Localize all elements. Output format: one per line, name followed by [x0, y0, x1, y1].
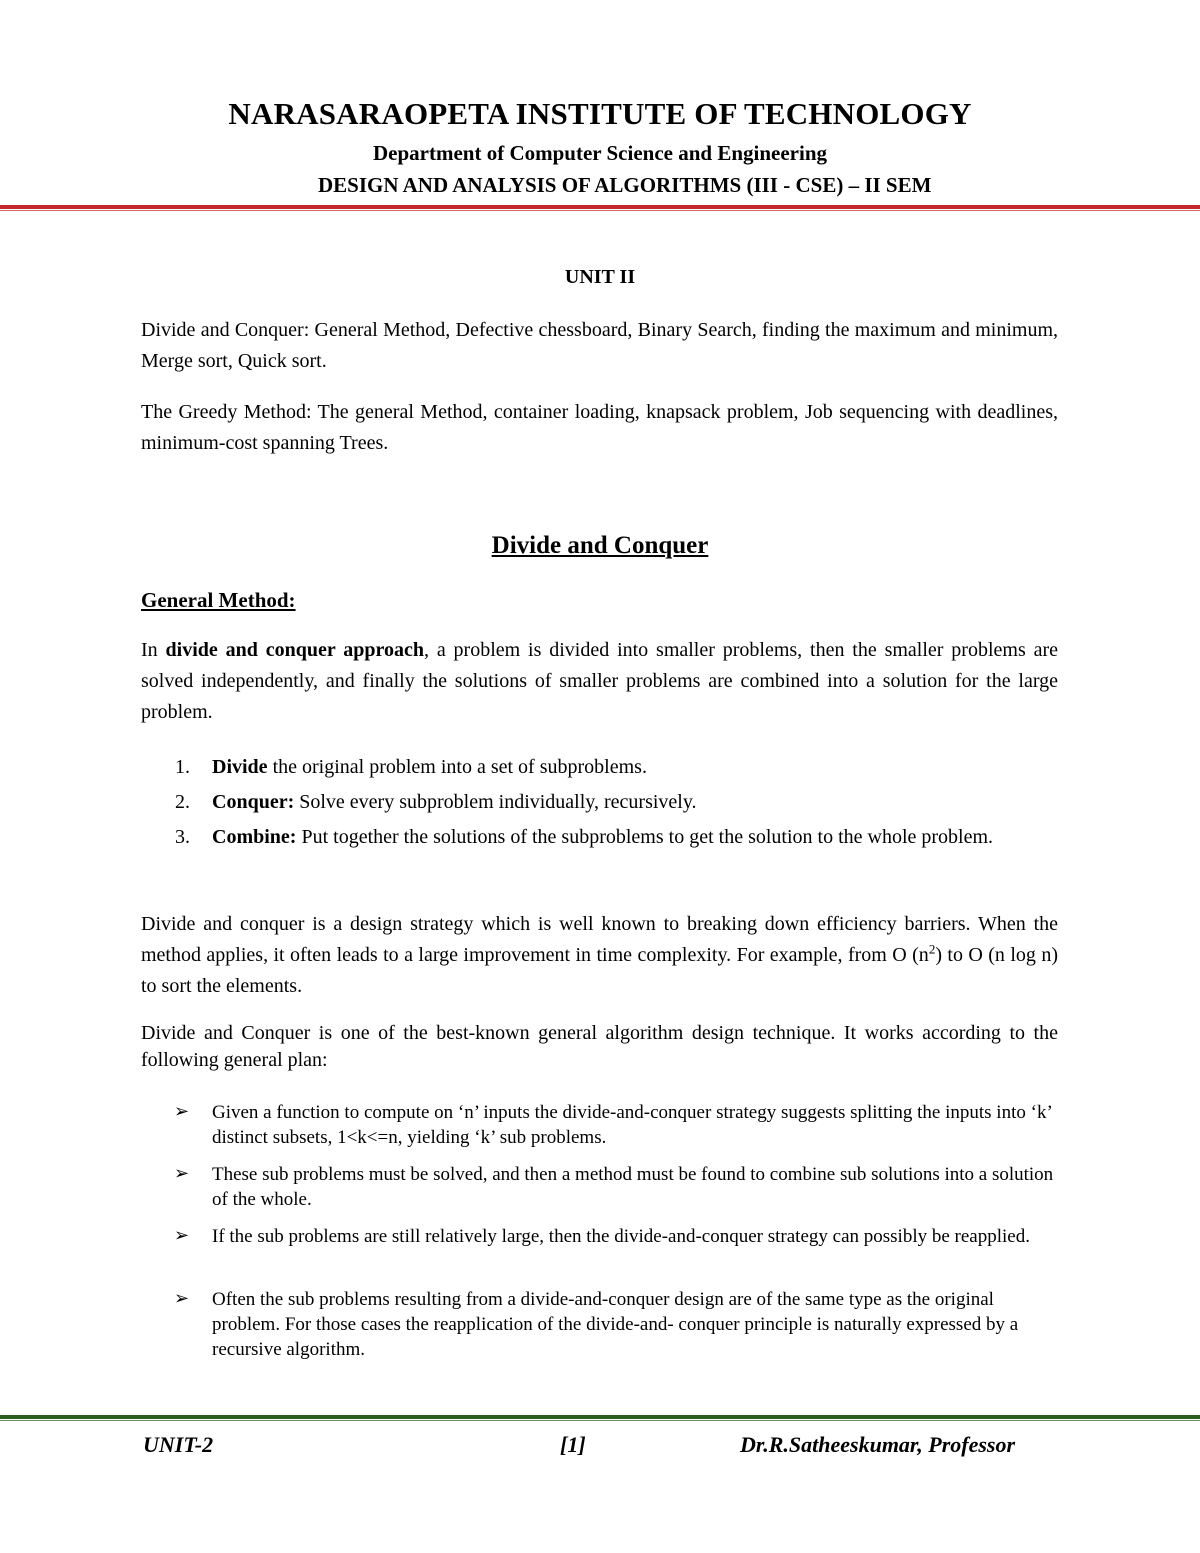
footer-author: Dr.R.Satheeskumar, Professor [740, 1432, 1016, 1457]
bullet-text: These sub problems must be solved, and then a method must be found to combine sub solutions into a solution of the whole. [212, 1164, 1054, 1210]
strategy-text-a: Divide and conquer is a design strategy which is well known to breaking down efficiency barriers. When the method applies, it often leads to a large improvement in time complexity. For example, from O (n [141, 913, 1058, 966]
arrow-bullet-icon: ➢ [174, 1163, 190, 1184]
strategy-text-b: ) to O (n log n) to sort the elements. [141, 944, 1058, 997]
bullet-text: If the sub problems are still relatively large, then the divide-and-conquer strategy can possibly be reapplied. [212, 1226, 1030, 1247]
course-title: DESIGN AND ANALYSIS OF ALGORITHMS (III - CSE) – II SEM [318, 173, 932, 197]
unit-title: UNIT II [564, 266, 636, 288]
plan-paragraph: Divide and Conquer is one of the best-known general algorithm design technique. It works according to the following general plan: [141, 1022, 1058, 1071]
footer-divider [0, 1415, 1200, 1419]
footer-unit: UNIT-2 [143, 1432, 214, 1457]
step-text: Put together the solutions of the subproblems to get the solution to the whole problem. [296, 826, 994, 848]
intro-rest: , a problem is divided into smaller problems, then the smaller problems are solved independently, and finally the solutions of smaller problems are combined into a solution for the large problem. [141, 639, 1059, 723]
step-number: 3. [175, 826, 190, 848]
syllabus-divide-conquer: Divide and Conquer: General Method, Defective chessboard, Binary Search, finding the maximum and minimum, Merge sort, Quick sort. [141, 319, 1058, 372]
step-number: 1. [175, 756, 190, 778]
general-method-heading: General Method: [141, 588, 296, 612]
footer-page-number: [1] [560, 1432, 586, 1457]
intro-prefix: In [141, 639, 158, 661]
general-method-intro [141, 635, 1058, 728]
step-keyword: Combine: [212, 826, 297, 848]
institute-name: NARASARAOPETA INSTITUTE OF TECHNOLOGY [228, 96, 972, 131]
bullet-text: Often the sub problems resulting from a divide-and-conquer design are of the same type as the original problem. For those cases the reapplication of the divide-and- conquer principle is naturally expressed by a recursive algorithm. [212, 1289, 1019, 1360]
arrow-bullet-icon: ➢ [174, 1225, 190, 1246]
section-title: Divide and Conquer [491, 532, 709, 559]
step-text: the original problem into a set of subproblems. [267, 756, 647, 778]
footer-divider-thin [0, 1420, 1200, 1421]
syllabus-greedy: The Greedy Method: The general Method, container loading, knapsack problem, Job sequencing with deadlines, minimum-cost spanning Trees. [141, 401, 1058, 454]
header-divider [0, 205, 1200, 209]
bullet-text: Given a function to compute on ‘n’ inputs the divide-and-conquer strategy suggests splitting the inputs into ‘k’ distinct subsets, 1<k<=n, yielding ‘k’ sub problems. [212, 1102, 1052, 1148]
step-keyword: Conquer: [212, 791, 295, 813]
step-number: 2. [175, 791, 190, 813]
strategy-paragraph [141, 909, 1058, 1002]
department-name: Department of Computer Science and Engineering [373, 141, 827, 165]
header-divider-thin [0, 210, 1200, 211]
arrow-bullet-icon: ➢ [174, 1288, 190, 1309]
step-keyword: Divide [212, 756, 268, 778]
superscript: 2 [928, 941, 936, 957]
arrow-bullet-icon: ➢ [174, 1101, 190, 1122]
intro-bold: divide and conquer approach [165, 639, 424, 661]
step-text: Solve every subproblem individually, recursively. [294, 791, 697, 813]
